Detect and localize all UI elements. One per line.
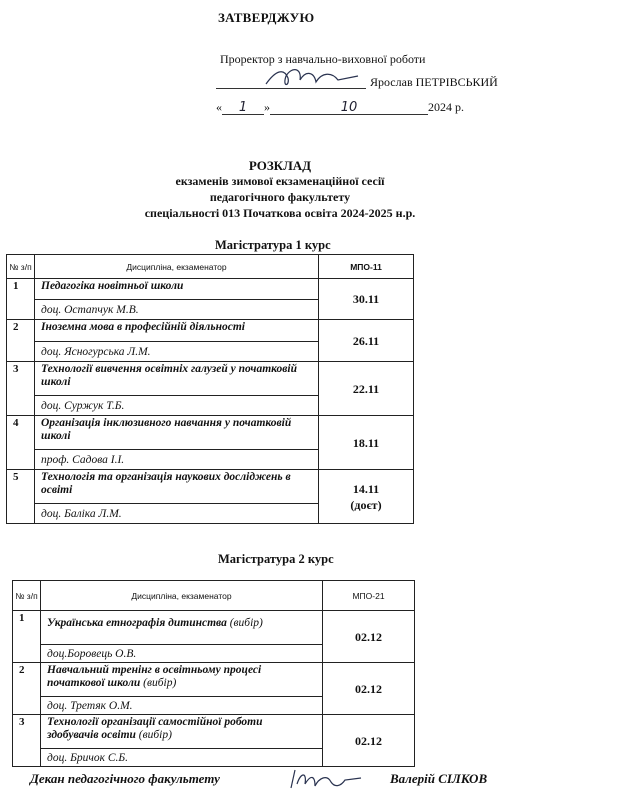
- dean-signature: [285, 764, 365, 794]
- col-header-group: МПО-21: [323, 581, 415, 611]
- row-num: 3: [13, 715, 41, 767]
- table-row: [13, 663, 415, 697]
- approval-title: ЗАТВЕРДЖУЮ: [218, 10, 315, 25]
- exam-date: 22.11: [319, 362, 414, 416]
- schedule-subtitle-1: екзаменів зимової екзаменаційної сесії: [175, 174, 385, 188]
- table-header-row: [7, 255, 414, 279]
- table-row: [7, 362, 414, 396]
- approver-name: Ярослав ПЕТРІВСЬКИЙ: [370, 75, 498, 89]
- date-quote-close: »: [264, 100, 270, 114]
- examiner-name: доц. Остапчук М.В.: [35, 300, 319, 320]
- discipline-name: Навчальний тренінг в освітньому процесі початкової школи: [47, 664, 262, 689]
- table-header-row: [13, 581, 415, 611]
- discipline-cell: [41, 611, 323, 645]
- discipline-option: (вибір): [143, 677, 177, 689]
- exam-date: 02.12: [323, 715, 415, 767]
- examiner-name: доц. Суржук Т.Б.: [35, 396, 319, 416]
- exam-date: 02.12: [323, 663, 415, 715]
- table-row: [13, 715, 415, 749]
- date-year: 2024 р.: [428, 100, 464, 114]
- discipline-name: Технології вивчення освітніх галузей у початковій школі: [35, 362, 319, 396]
- exam-date: 02.12: [323, 611, 415, 663]
- discipline-option: (вибір): [229, 617, 263, 629]
- exam-date: 30.11: [319, 279, 414, 320]
- examiner-name: доц. Баліка Л.М.: [35, 504, 319, 524]
- row-num: 1: [13, 611, 41, 663]
- dean-name: Валерій СІЛКОВ: [390, 771, 488, 786]
- exam-note: (доєт): [350, 497, 382, 512]
- row-num: 1: [7, 279, 35, 320]
- examiner-name: проф. Садова І.І.: [35, 450, 319, 470]
- examiner-name: доц. Ясногурська Л.М.: [35, 342, 319, 362]
- table-row: [7, 470, 414, 504]
- approver-role: Проректор з навчально-виховної роботи: [220, 52, 426, 66]
- col-header-group: МПО-11: [319, 255, 414, 279]
- discipline-name: Технологія та організація наукових досліджень в освіті: [35, 470, 319, 504]
- row-num: 4: [7, 416, 35, 470]
- row-num: 3: [7, 362, 35, 416]
- exam-date: 14.11: [352, 481, 380, 496]
- discipline-name: Педагогіка новітньої школи: [35, 279, 319, 300]
- schedule-subtitle-3: спеціальності 013 Початкова освіта 2024-2025 н.р.: [144, 206, 416, 220]
- exam-date-cell: [319, 470, 414, 524]
- course-2-table: [12, 580, 415, 767]
- examiner-name: доц. Третяк О.М.: [41, 697, 323, 715]
- row-num: 2: [7, 320, 35, 362]
- col-header-num: № з/п: [7, 255, 35, 279]
- discipline-name: Технології організації самостійної роботи здобувачів освіти: [47, 716, 263, 741]
- table-row: [7, 320, 414, 342]
- row-num: 5: [7, 470, 35, 524]
- course-2-title: Магістратура 2 курс: [218, 552, 334, 566]
- table-row: [7, 416, 414, 450]
- discipline-name: Українська етнографія дитинства: [47, 617, 227, 629]
- col-header-discipline: Дисципліна, екзаменатор: [41, 581, 323, 611]
- discipline-name: Організація інклюзивного навчання у початковій школі: [35, 416, 319, 450]
- table-row: [13, 611, 415, 645]
- course-1-title: Магістратура 1 курс: [215, 238, 331, 252]
- col-header-discipline: Дисципліна, екзаменатор: [35, 255, 319, 279]
- course-1-table: [6, 254, 414, 524]
- date-day: 1: [222, 100, 264, 115]
- date-quote-open: «: [216, 100, 222, 114]
- exam-date: 18.11: [319, 416, 414, 470]
- examiner-name: доц. Бричок С.Б.: [41, 749, 323, 767]
- approver-signature: [262, 64, 362, 92]
- discipline-cell: [41, 715, 323, 749]
- dean-title: Декан педагогічного факультету: [30, 771, 220, 786]
- discipline-name: Іноземна мова в професійній діяльності: [35, 320, 319, 342]
- schedule-subtitle-2: педагогічного факультету: [209, 190, 351, 204]
- col-header-num: № з/п: [13, 581, 41, 611]
- schedule-title: РОЗКЛАД: [248, 158, 312, 173]
- discipline-option: (вибір): [138, 729, 172, 741]
- examiner-name: доц.Боровець О.В.: [41, 645, 323, 663]
- approval-date: [216, 100, 464, 115]
- date-month: 10: [270, 100, 428, 115]
- exam-date: 26.11: [319, 320, 414, 362]
- discipline-cell: [41, 663, 323, 697]
- table-row: [7, 279, 414, 300]
- row-num: 2: [13, 663, 41, 715]
